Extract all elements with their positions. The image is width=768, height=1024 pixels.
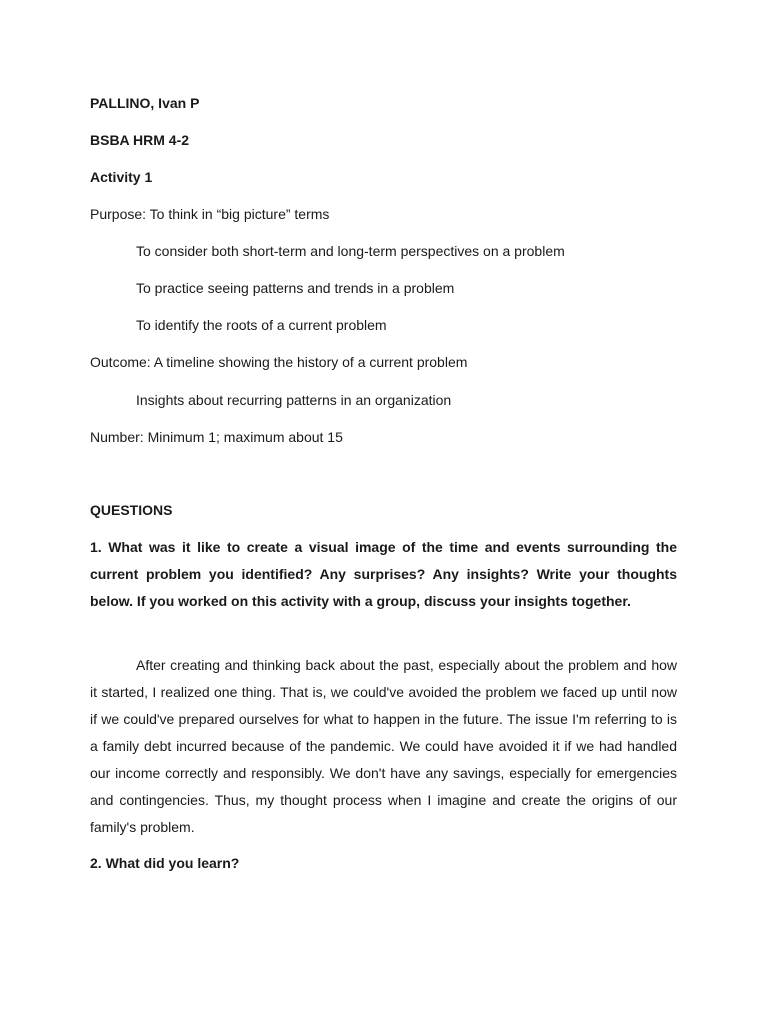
activity-title: Activity 1 bbox=[90, 169, 153, 185]
question-1: 1. What was it like to create a visual image of the time and events surrounding the current problem you identified? Any surprises? Any insights? Write your thoughts below. If you worked on this activity with a group, discuss your insights together. bbox=[90, 539, 677, 609]
outcome-item: Insights about recurring patterns in an organization bbox=[136, 392, 452, 408]
answer-1: After creating and thinking back about the past, especially about the problem and how it started, I realized one thing. That is, we could've avoided the problem we faced up until now if we could've prepared ourselves for what to happen in the future. The issue I'm referring to is a family debt incurred because of the pandemic. We could have avoided it if we had handled our income correctly and responsibly. We don't have any savings, especially for emergencies and contingencies. Thus, my thought process when I imagine and create the origins of our family's problem. bbox=[90, 657, 677, 835]
student-name: PALLINO, Ivan P bbox=[90, 95, 200, 111]
purpose-item: To practice seeing patterns and trends in a problem bbox=[136, 280, 455, 296]
number-line: Number: Minimum 1; maximum about 15 bbox=[90, 429, 343, 445]
questions-heading: QUESTIONS bbox=[90, 502, 173, 518]
purpose-item: To identify the roots of a current problem bbox=[136, 317, 387, 333]
purpose-line: Purpose: To think in “big picture” terms bbox=[90, 206, 330, 222]
question-2: 2. What did you learn? bbox=[90, 855, 240, 871]
course-section: BSBA HRM 4-2 bbox=[90, 132, 190, 148]
outcome-line: Outcome: A timeline showing the history of a current problem bbox=[90, 354, 468, 370]
purpose-item: To consider both short-term and long-term perspectives on a problem bbox=[136, 243, 565, 259]
